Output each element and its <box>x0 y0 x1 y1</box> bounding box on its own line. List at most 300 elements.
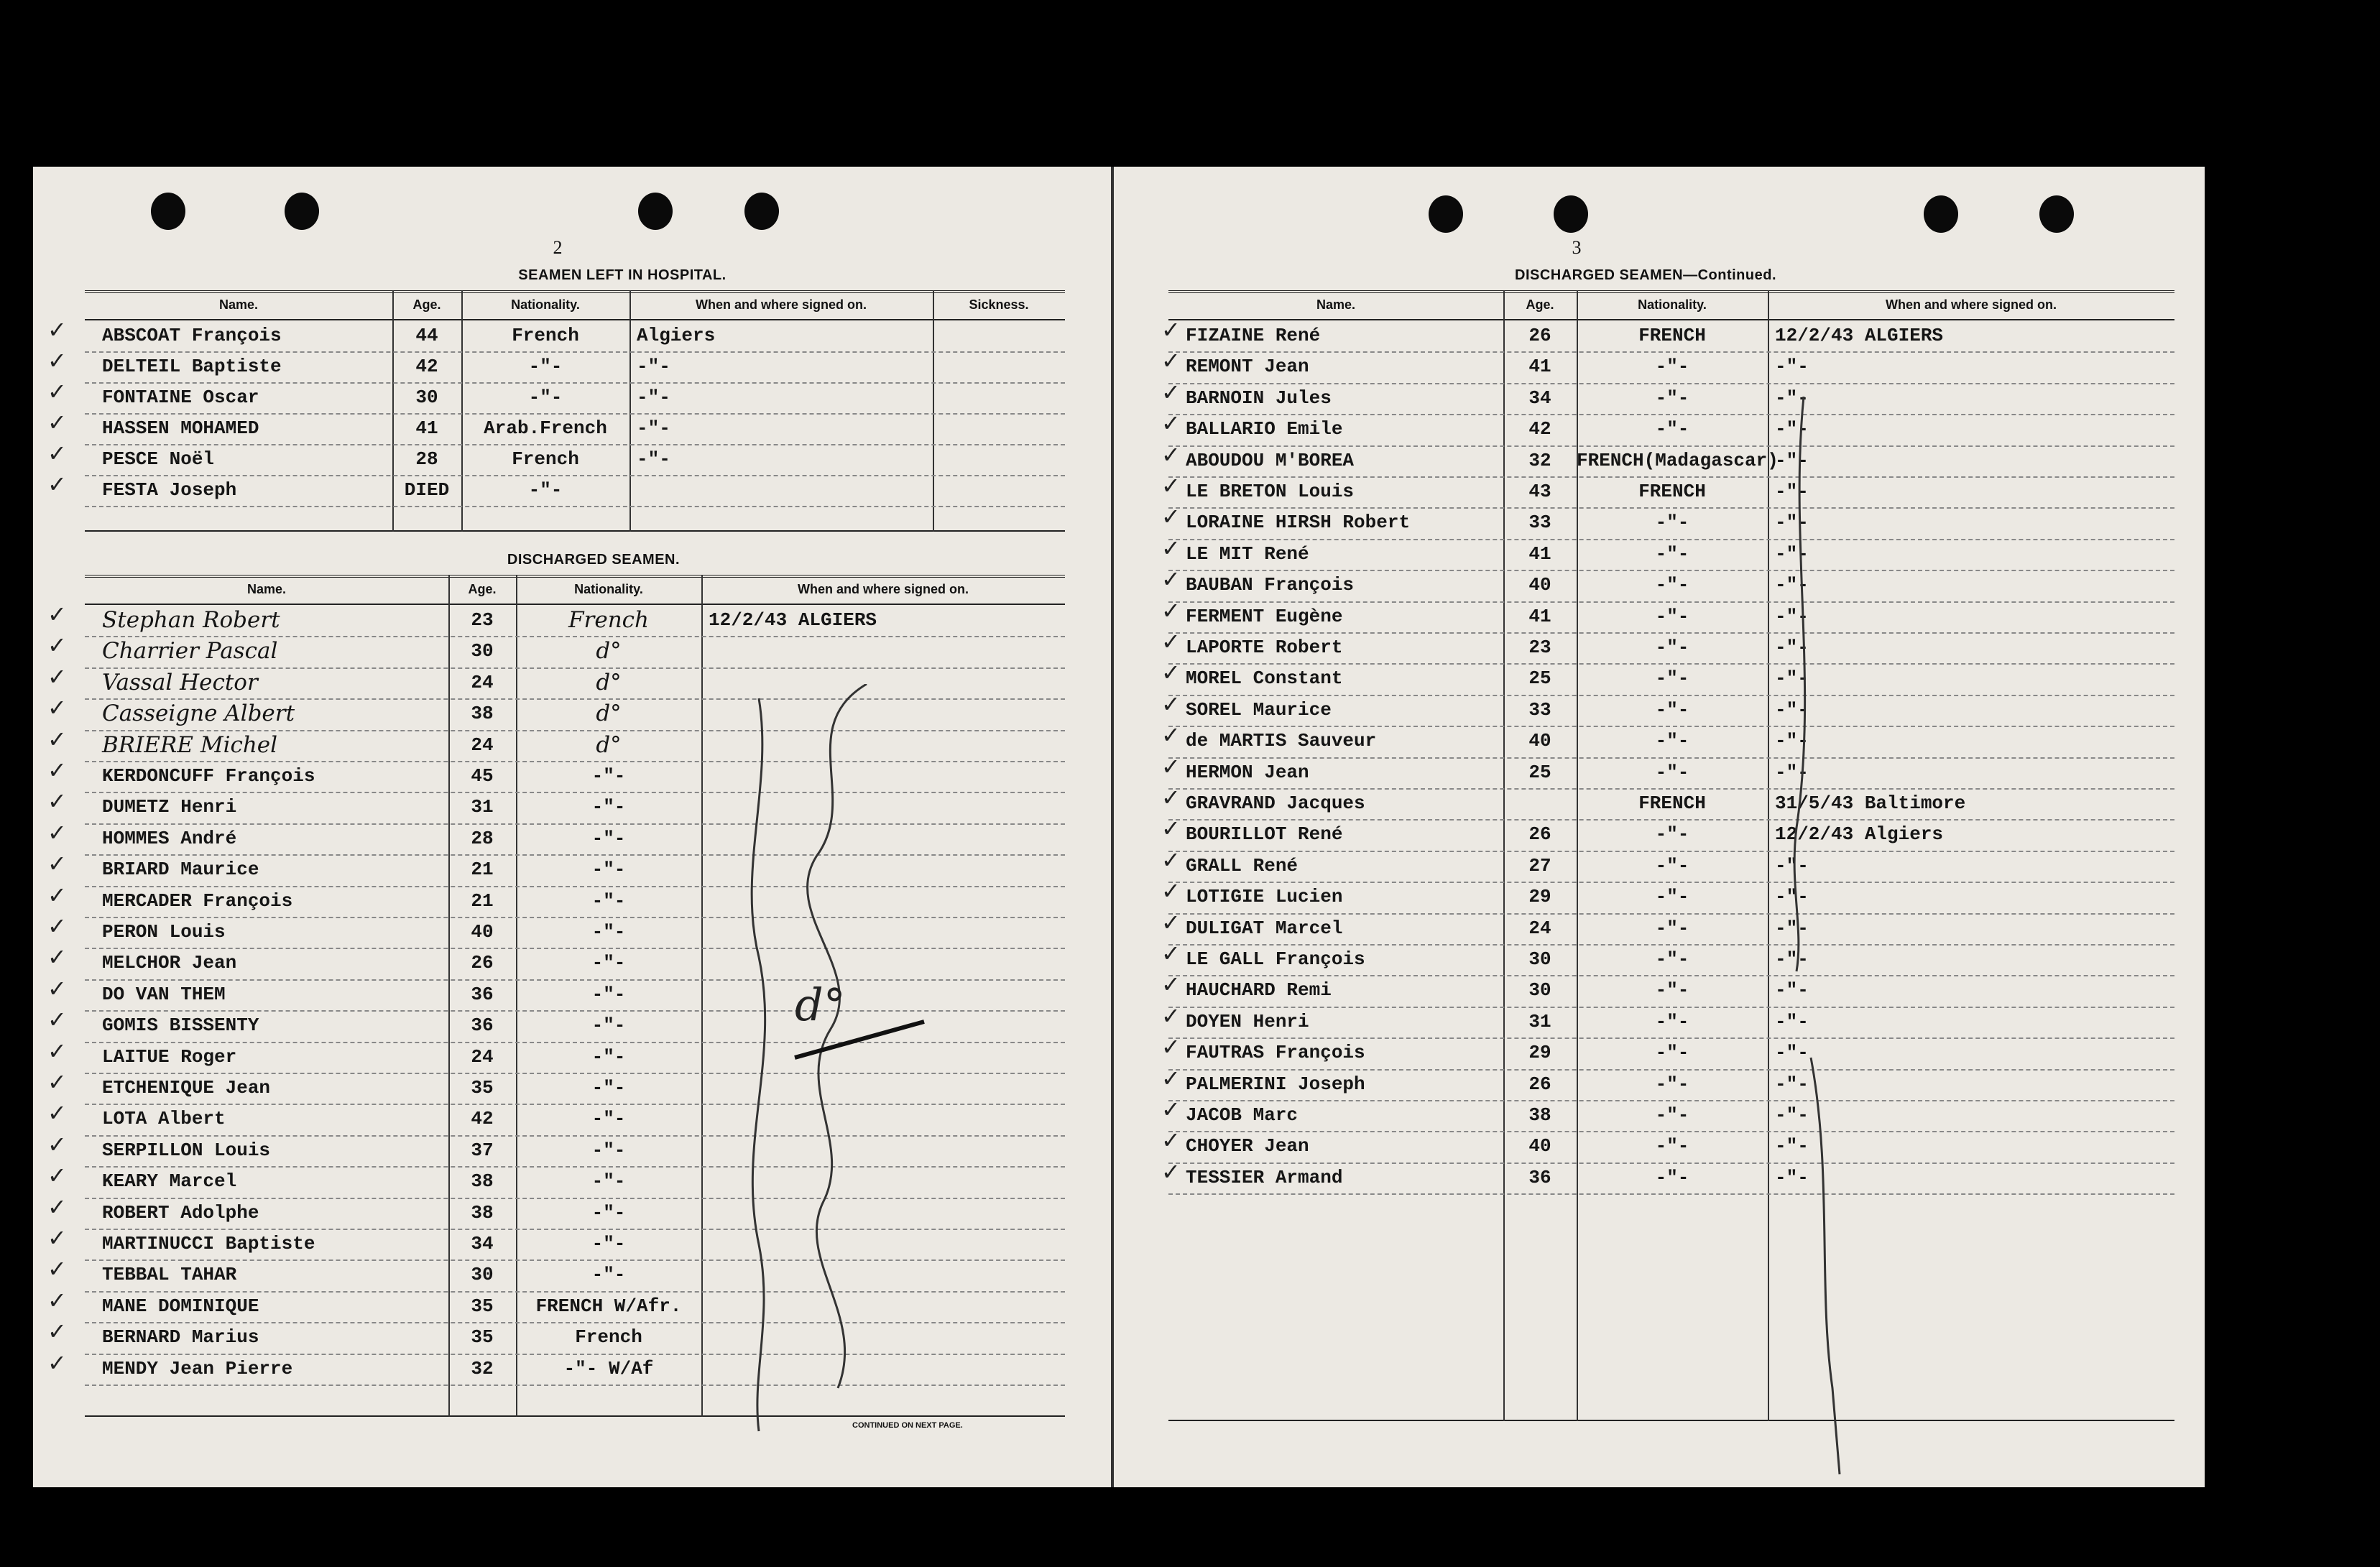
cell-name: CHOYER Jean <box>1186 1135 1309 1157</box>
page-number: 3 <box>1572 237 1582 258</box>
table-row <box>1161 940 2174 976</box>
cell-nationality: French <box>575 1326 642 1349</box>
cell-nationality: -"- <box>591 1108 626 1130</box>
check-mark-icon: ✓ <box>47 1068 67 1096</box>
cell-age: 30 <box>1528 948 1551 970</box>
check-mark-icon: ✓ <box>47 787 67 815</box>
column-header-nationality: Nationality. <box>1638 297 1707 312</box>
cell-age: 27 <box>1528 854 1551 877</box>
check-mark-icon: ✓ <box>47 1318 67 1346</box>
cell-age: 38 <box>471 1170 494 1193</box>
cell-nationality: -"- <box>591 889 626 912</box>
cell-signed: -"- <box>1775 542 1809 565</box>
table-row <box>1161 472 2174 509</box>
cell-signed: -"- <box>1775 667 1809 690</box>
cell-age: 40 <box>1528 574 1551 596</box>
check-mark-icon: ✓ <box>1161 534 1181 562</box>
cell-age: 40 <box>1528 730 1551 752</box>
column-header-name: Name. <box>218 297 259 312</box>
cell-sickness <box>933 413 1065 444</box>
cell-sickness <box>933 444 1065 475</box>
cell-signed: -"- <box>1775 1135 1809 1157</box>
cell-nationality: -"- <box>591 827 626 849</box>
left-page <box>33 167 1111 1487</box>
cell-age: 41 <box>415 417 438 439</box>
table-row <box>1161 690 2174 727</box>
cell-name: LE MIT René <box>1186 542 1309 565</box>
cell-age: 44 <box>415 325 438 346</box>
cell-age: 42 <box>1528 418 1551 440</box>
column-header-age: Age. <box>412 297 441 312</box>
column-header-name: Name. <box>246 582 287 596</box>
cell-name: TESSIER Armand <box>1186 1166 1343 1188</box>
column-header-sickness: Sickness. <box>969 297 1029 312</box>
cell-age: 33 <box>1528 698 1551 721</box>
cell-age: 41 <box>1528 542 1551 565</box>
cell-name: BALLARIO Emile <box>1186 418 1343 440</box>
cell-nationality: -"- <box>1655 605 1689 627</box>
cell-sickness <box>933 382 1065 413</box>
ditto-scribble-line <box>1761 382 1890 1503</box>
cell-signed: -"- <box>1775 1073 1809 1095</box>
discharged-continued-title: DISCHARGED SEAMEN—Continued. <box>1515 267 1776 283</box>
cell-signed: -"- <box>1775 1104 1809 1126</box>
punch-hole <box>1924 195 1958 233</box>
cell-nationality: -"- <box>528 479 563 501</box>
check-mark-icon: ✓ <box>47 694 67 722</box>
cell-name: PERON Louis <box>102 921 226 943</box>
cell-name: ABOUDOU M'BOREA <box>1186 449 1355 471</box>
cell-nationality: -"- <box>591 1170 626 1193</box>
check-mark-icon: ✓ <box>47 725 67 753</box>
cell-age: 42 <box>415 356 438 377</box>
check-mark-icon: ✓ <box>1161 565 1181 593</box>
cell-name: BAUBAN François <box>1186 574 1355 596</box>
check-mark-icon: ✓ <box>47 1255 67 1283</box>
punch-hole <box>151 193 185 230</box>
cell-nationality: d° <box>596 701 622 727</box>
cell-age: 28 <box>471 827 494 849</box>
check-mark-icon: ✓ <box>47 1286 67 1314</box>
cell-name: BRIARD Maurice <box>102 859 259 881</box>
hospital-table <box>47 290 1065 532</box>
cell-age: 42 <box>471 1108 494 1130</box>
cell-signed: 12/2/43 ALGIERS <box>709 609 877 631</box>
cell-age: DIED <box>404 479 450 501</box>
cell-name: FERMENT Eugène <box>1186 605 1343 627</box>
cell-age: 30 <box>471 1264 494 1286</box>
page-number: 2 <box>553 237 563 258</box>
check-mark-icon: ✓ <box>1161 472 1181 499</box>
cell-signed: -"- <box>1775 387 1809 409</box>
cell-signed: -"- <box>637 417 670 439</box>
cell-name: MARTINUCCI Baptiste <box>102 1233 315 1254</box>
check-mark-icon: ✓ <box>47 601 67 628</box>
cell-signed: -"- <box>1775 574 1809 596</box>
cell-age: 40 <box>1528 1135 1551 1157</box>
cell-nationality: -"- <box>591 1233 626 1254</box>
punch-hole <box>638 193 673 230</box>
cell-age: 26 <box>1528 1073 1551 1095</box>
table-row <box>47 316 1065 353</box>
cell-name: BRIERE Michel <box>102 731 278 758</box>
table-row <box>47 632 1065 668</box>
cell-signed: -"- <box>1775 512 1809 534</box>
punch-hole <box>285 193 319 230</box>
check-mark-icon: ✓ <box>1161 752 1181 780</box>
cell-nationality: -"- <box>1655 1166 1689 1188</box>
check-mark-icon: ✓ <box>47 1099 67 1127</box>
table-row <box>47 440 1065 476</box>
check-mark-icon: ✓ <box>1161 1033 1181 1061</box>
cell-name: MELCHOR Jean <box>102 952 237 974</box>
column-header-nationality: Nationality. <box>511 297 580 312</box>
check-mark-icon: ✓ <box>47 943 67 971</box>
cell-name: Casseigne Albert <box>102 701 295 727</box>
table-row <box>1161 565 2174 602</box>
cell-name: MOREL Constant <box>1186 667 1343 690</box>
check-mark-icon: ✓ <box>47 347 67 374</box>
cell-name: de MARTIS Sauveur <box>1186 730 1377 752</box>
column-header-when-and-where-signed-on: When and where signed on. <box>1885 297 2057 312</box>
check-mark-icon: ✓ <box>1161 1002 1181 1030</box>
cell-nationality: FRENCH W/Afr. <box>535 1295 682 1317</box>
check-mark-icon: ✓ <box>47 1130 67 1158</box>
column-header-name: Name. <box>1316 297 1356 312</box>
check-mark-icon: ✓ <box>1161 971 1181 999</box>
cell-nationality: -"- <box>1655 730 1689 752</box>
cell-signed: -"- <box>1775 418 1809 440</box>
cell-signed <box>637 475 933 506</box>
cell-age: 41 <box>1528 356 1551 378</box>
cell-age: 21 <box>471 859 494 881</box>
ditto-mark-large: d° <box>795 979 846 1031</box>
cell-nationality: French <box>512 325 579 346</box>
table-row <box>1161 1157 2174 1195</box>
cell-name: BERNARD Marius <box>102 1326 259 1349</box>
cell-signed: -"- <box>637 356 670 377</box>
cell-name: GRALL René <box>1186 854 1299 877</box>
check-mark-icon: ✓ <box>1161 410 1181 438</box>
cell-name: BOURILLOT René <box>1186 823 1343 846</box>
cell-age: 24 <box>1528 917 1551 939</box>
cell-name: BARNOIN Jules <box>1186 387 1332 409</box>
cell-name: FAUTRAS François <box>1186 1042 1365 1064</box>
check-mark-icon: ✓ <box>47 471 67 498</box>
punch-hole <box>1429 195 1463 233</box>
cell-signed: -"- <box>637 448 670 470</box>
cell-age: 31 <box>1528 1010 1551 1032</box>
check-mark-icon: ✓ <box>1161 316 1181 343</box>
cell-name: FONTAINE Oscar <box>102 387 259 408</box>
check-mark-icon: ✓ <box>47 1224 67 1252</box>
cell-nationality: Arab.French <box>484 417 607 439</box>
table-row <box>1161 1002 2174 1039</box>
cell-nationality: -"- <box>1655 948 1689 970</box>
check-mark-icon: ✓ <box>47 1193 67 1221</box>
cell-name: DULIGAT Marcel <box>1186 917 1343 939</box>
cell-nationality: -"- <box>1655 979 1689 1002</box>
cell-name: MERCADER François <box>102 889 293 912</box>
cell-signed: -"- <box>1775 1010 1809 1032</box>
check-mark-icon: ✓ <box>1161 628 1181 655</box>
cell-name: LE GALL François <box>1186 948 1365 970</box>
table-row <box>1161 1096 2174 1132</box>
cell-age: 23 <box>1528 637 1551 658</box>
cell-signed: -"- <box>637 387 670 408</box>
check-mark-icon: ✓ <box>47 974 67 1002</box>
column-header-age: Age. <box>1526 297 1554 312</box>
cell-nationality: -"- <box>591 796 626 818</box>
continued-note: CONTINUED ON NEXT PAGE. <box>852 1421 963 1430</box>
column-header-age: Age. <box>468 582 497 596</box>
cell-nationality: -"- <box>591 921 626 943</box>
table-row <box>1161 534 2174 571</box>
check-mark-icon: ✓ <box>47 757 67 784</box>
cell-name: ETCHENIQUE Jean <box>102 1077 271 1099</box>
check-mark-icon: ✓ <box>47 409 67 436</box>
cell-nationality: -"- <box>1655 418 1689 440</box>
cell-signed: -"- <box>1775 481 1809 502</box>
cell-signed <box>709 636 1065 667</box>
check-mark-icon: ✓ <box>47 881 67 909</box>
cell-age: 40 <box>471 921 494 943</box>
table-row <box>47 378 1065 415</box>
cell-signed: 12/2/43 ALGIERS <box>1775 325 1944 346</box>
cell-nationality: -"- <box>1655 1042 1689 1064</box>
check-mark-icon: ✓ <box>47 378 67 405</box>
cell-sickness <box>933 320 1065 351</box>
cell-age: 26 <box>471 952 494 974</box>
cell-name: Charrier Pascal <box>102 638 278 665</box>
cell-nationality: -"- <box>591 859 626 881</box>
cell-name: SOREL Maurice <box>1186 698 1332 721</box>
cell-nationality: -"- <box>1655 917 1689 939</box>
ditto-scribble-line <box>709 684 953 1446</box>
check-mark-icon: ✓ <box>47 316 67 343</box>
cell-nationality: -"- <box>591 765 626 787</box>
cell-name: Stephan Robert <box>102 607 280 633</box>
discharged-section-title: DISCHARGED SEAMEN. <box>507 552 681 568</box>
cell-nationality: d° <box>596 638 622 665</box>
cell-age: 35 <box>471 1295 494 1317</box>
cell-age: 33 <box>1528 512 1551 534</box>
cell-age: 26 <box>1528 823 1551 846</box>
check-mark-icon: ✓ <box>1161 815 1181 843</box>
cell-name: ABSCOAT François <box>102 325 282 346</box>
cell-name: TEBBAL TAHAR <box>102 1264 237 1286</box>
cell-age: 36 <box>1528 1166 1551 1188</box>
cell-name: Vassal Hector <box>102 669 258 695</box>
cell-nationality: -"- <box>1655 823 1689 846</box>
table-row <box>1161 596 2174 634</box>
cell-signed: -"- <box>1775 761 1809 783</box>
cell-nationality: FRENCH <box>1638 792 1706 814</box>
cell-name: LAITUE Roger <box>102 1045 237 1068</box>
cell-name: FIZAINE René <box>1186 325 1321 346</box>
check-mark-icon: ✓ <box>1161 940 1181 967</box>
cell-age: 26 <box>1528 325 1551 346</box>
check-mark-icon: ✓ <box>1161 1127 1181 1155</box>
cell-nationality: d° <box>596 731 622 758</box>
cell-nationality: -"- <box>1655 1104 1689 1126</box>
cell-name: HAUCHARD Remi <box>1186 979 1332 1002</box>
cell-name: HERMON Jean <box>1186 761 1309 783</box>
check-mark-icon: ✓ <box>1161 347 1181 375</box>
cell-age: 24 <box>471 671 494 693</box>
table-row <box>1161 628 2174 665</box>
cell-name: DELTEIL Baptiste <box>102 356 282 377</box>
table-row <box>1161 721 2174 758</box>
check-mark-icon: ✓ <box>1161 846 1181 874</box>
cell-age: 32 <box>471 1357 494 1379</box>
check-mark-icon: ✓ <box>47 912 67 940</box>
table-row <box>1161 347 2174 384</box>
cell-nationality: -"- W/Af <box>563 1357 654 1379</box>
check-mark-icon: ✓ <box>1161 877 1181 905</box>
cell-name: MANE DOMINIQUE <box>102 1295 259 1317</box>
cell-signed: -"- <box>1775 730 1809 752</box>
cell-age: 21 <box>471 889 494 912</box>
cell-nationality: FRENCH(Madagascar) <box>1577 449 1779 471</box>
check-mark-icon: ✓ <box>1161 440 1181 468</box>
cell-age: 34 <box>1528 387 1551 409</box>
cell-signed: 31/5/43 Baltimore <box>1775 792 1966 814</box>
cell-signed: -"- <box>1775 356 1809 378</box>
cell-name: LOTA Albert <box>102 1108 226 1130</box>
cell-age: 36 <box>471 983 494 1005</box>
cell-nationality: FRENCH <box>1638 481 1706 502</box>
table-row <box>1161 440 2174 478</box>
cell-name: LAPORTE Robert <box>1186 637 1343 658</box>
cell-signed: -"- <box>1775 698 1809 721</box>
cell-nationality: -"- <box>1655 574 1689 596</box>
cell-name: LOTIGIE Lucien <box>1186 886 1343 908</box>
table-row <box>1161 378 2174 415</box>
check-mark-icon: ✓ <box>47 1006 67 1034</box>
column-header-nationality: Nationality. <box>574 582 643 596</box>
cell-nationality: -"- <box>1655 356 1689 378</box>
punch-hole <box>1554 195 1588 233</box>
cell-name: DO VAN THEM <box>102 983 226 1005</box>
table-row <box>1161 503 2174 540</box>
cell-name: SERPILLON Louis <box>102 1139 271 1161</box>
check-mark-icon: ✓ <box>1161 1096 1181 1123</box>
cell-age: 31 <box>471 796 494 818</box>
cell-sickness <box>933 475 1065 506</box>
cell-age: 24 <box>471 1045 494 1068</box>
cell-signed: -"- <box>1775 886 1809 908</box>
cell-name: PALMERINI Joseph <box>1186 1073 1365 1095</box>
cell-signed: -"- <box>1775 917 1809 939</box>
check-mark-icon: ✓ <box>1161 908 1181 936</box>
cell-nationality: -"- <box>528 356 563 377</box>
cell-name: LE BRETON Louis <box>1186 481 1355 502</box>
cell-name: ROBERT Adolphe <box>102 1201 259 1224</box>
cell-signed: -"- <box>1775 979 1809 1002</box>
cell-nationality: -"- <box>591 1264 626 1286</box>
hospital-section-title: SEAMEN LEFT IN HOSPITAL. <box>518 267 727 283</box>
cell-signed: -"- <box>1775 1042 1809 1064</box>
cell-signed: -"- <box>1775 1166 1809 1188</box>
cell-nationality: French <box>568 607 649 633</box>
table-row <box>1161 1064 2174 1101</box>
cell-nationality: -"- <box>1655 542 1689 565</box>
cell-nationality: -"- <box>1655 512 1689 534</box>
cell-age: 38 <box>471 1201 494 1224</box>
cell-nationality: French <box>512 448 579 470</box>
cell-name: DOYEN Henri <box>1186 1010 1309 1032</box>
discharged-continued-table <box>1161 290 2174 1421</box>
cell-sickness <box>933 351 1065 382</box>
cell-name: KERDONCUFF François <box>102 765 315 787</box>
cell-nationality: -"- <box>591 983 626 1005</box>
table-row <box>47 471 1065 507</box>
check-mark-icon: ✓ <box>1161 1064 1181 1092</box>
cell-age: 35 <box>471 1077 494 1099</box>
cell-name: DUMETZ Henri <box>102 796 237 818</box>
table-row <box>1161 846 2174 883</box>
table-row <box>1161 316 2174 353</box>
cell-name: MENDY Jean Pierre <box>102 1357 293 1379</box>
check-mark-icon: ✓ <box>1161 1157 1181 1185</box>
punch-hole <box>744 193 779 230</box>
check-mark-icon: ✓ <box>47 1037 67 1065</box>
cell-nationality: FRENCH <box>1638 325 1706 346</box>
cell-nationality: -"- <box>591 1014 626 1037</box>
cell-nationality: -"- <box>1655 698 1689 721</box>
cell-name: GRAVRAND Jacques <box>1186 792 1365 814</box>
check-mark-icon: ✓ <box>1161 378 1181 406</box>
cell-age: 32 <box>1528 449 1551 471</box>
cell-age: 28 <box>415 448 438 470</box>
cell-name: HOMMES André <box>102 827 237 849</box>
cell-name: KEARY Marcel <box>102 1170 237 1193</box>
check-mark-icon: ✓ <box>47 632 67 660</box>
cell-signed: -"- <box>1775 637 1809 658</box>
table-row <box>1161 877 2174 914</box>
cell-age: 38 <box>1528 1104 1551 1126</box>
cell-nationality: -"- <box>528 387 563 408</box>
punch-hole <box>2039 195 2074 233</box>
right-page <box>1114 167 2205 1487</box>
cell-nationality: -"- <box>591 1045 626 1068</box>
table-row <box>47 347 1065 384</box>
table-row <box>1161 1127 2174 1163</box>
cell-nationality: -"- <box>1655 1073 1689 1095</box>
cell-age: 36 <box>471 1014 494 1037</box>
cell-signed: -"- <box>1775 948 1809 970</box>
check-mark-icon: ✓ <box>47 662 67 690</box>
cell-age: 25 <box>1528 667 1551 690</box>
cell-name: FESTA Joseph <box>102 479 237 501</box>
cell-age: 43 <box>1528 481 1551 502</box>
cell-nationality: -"- <box>1655 387 1689 409</box>
cell-nationality: -"- <box>1655 667 1689 690</box>
table-row <box>1161 659 2174 695</box>
cell-age: 30 <box>471 640 494 662</box>
check-mark-icon: ✓ <box>47 440 67 467</box>
table-row <box>1161 752 2174 790</box>
cell-signed: -"- <box>1775 854 1809 877</box>
table-row <box>47 409 1065 445</box>
cell-age: 25 <box>1528 761 1551 783</box>
cell-age: 34 <box>471 1233 494 1254</box>
check-mark-icon: ✓ <box>47 850 67 878</box>
check-mark-icon: ✓ <box>1161 503 1181 531</box>
check-mark-icon: ✓ <box>1161 784 1181 811</box>
cell-signed: 12/2/43 Algiers <box>1775 823 1944 846</box>
